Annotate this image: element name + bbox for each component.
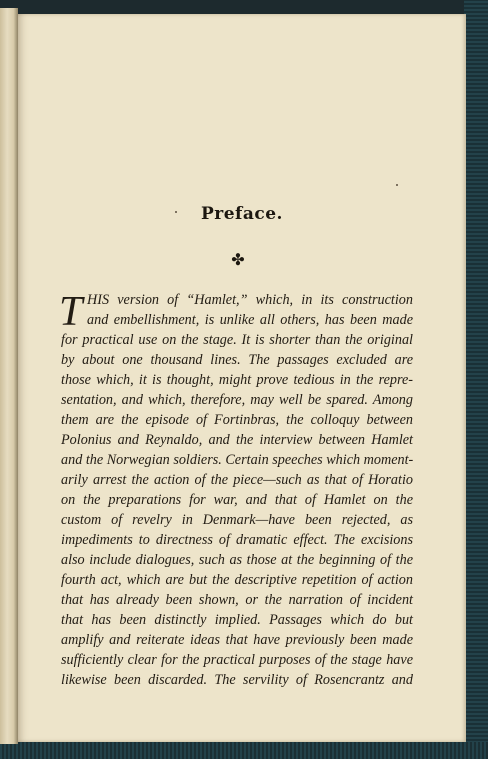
text-line: also include dialogues, such as those at the beginning of the bbox=[61, 552, 413, 568]
text-line: amplify and reiterate ideas that have previously been made bbox=[61, 632, 413, 648]
text-line: Polonius and Reynaldo, and the interview between Hamlet bbox=[61, 432, 413, 448]
paper-speck bbox=[396, 184, 398, 186]
text-line: that has been distinctly implied. Passages which do but bbox=[61, 612, 413, 628]
text-line: custom of revelry in Denmark—have been rejected, as bbox=[61, 512, 413, 528]
text-line: for practical use on the stage. It is shorter than the original bbox=[61, 332, 413, 348]
text-line: HIS version of “Hamlet,” which, in its construction bbox=[87, 292, 413, 308]
drop-cap: T bbox=[59, 289, 83, 335]
text-line: and the Norwegian soldiers. Certain speeches which moment- bbox=[61, 452, 414, 468]
text-line: those which, it is thought, might prove tedious in the repre- bbox=[61, 372, 413, 388]
text-line: fourth act, which are but the descriptive repetition of action bbox=[61, 572, 413, 588]
book-cover-bottom bbox=[0, 742, 488, 759]
page-title: Preface. bbox=[201, 204, 283, 224]
text-line: them are the episode of Fortinbras, the colloquy between bbox=[61, 412, 413, 428]
paper-speck bbox=[175, 211, 177, 213]
text-line: sufficiently clear for the practical purposes of the stage have bbox=[61, 652, 413, 668]
preface-body bbox=[61, 290, 413, 690]
ornament-icon: ✤ bbox=[231, 250, 245, 269]
text-line: that has already been shown, or the narration of incident bbox=[61, 592, 413, 608]
text-line: arily arrest the action of the piece—such as that of Horatio bbox=[61, 472, 413, 488]
text-line: and embellishment, is unlike all others, has been made bbox=[87, 312, 413, 328]
book-cover-edge bbox=[464, 0, 488, 759]
text-line: by about one thousand lines. The passages excluded are bbox=[61, 352, 413, 368]
text-line: impediments to directness of dramatic effect. The excisions bbox=[61, 532, 413, 548]
text-line: on the preparations for war, and that of Hamlet on the bbox=[61, 492, 413, 508]
book-page bbox=[18, 14, 466, 742]
previous-page-edge bbox=[0, 8, 18, 744]
text-line: likewise been discarded. The servility of Rosencrantz and bbox=[61, 672, 413, 688]
text-line: sentation, and which, therefore, may well be spared. Among bbox=[61, 392, 413, 408]
